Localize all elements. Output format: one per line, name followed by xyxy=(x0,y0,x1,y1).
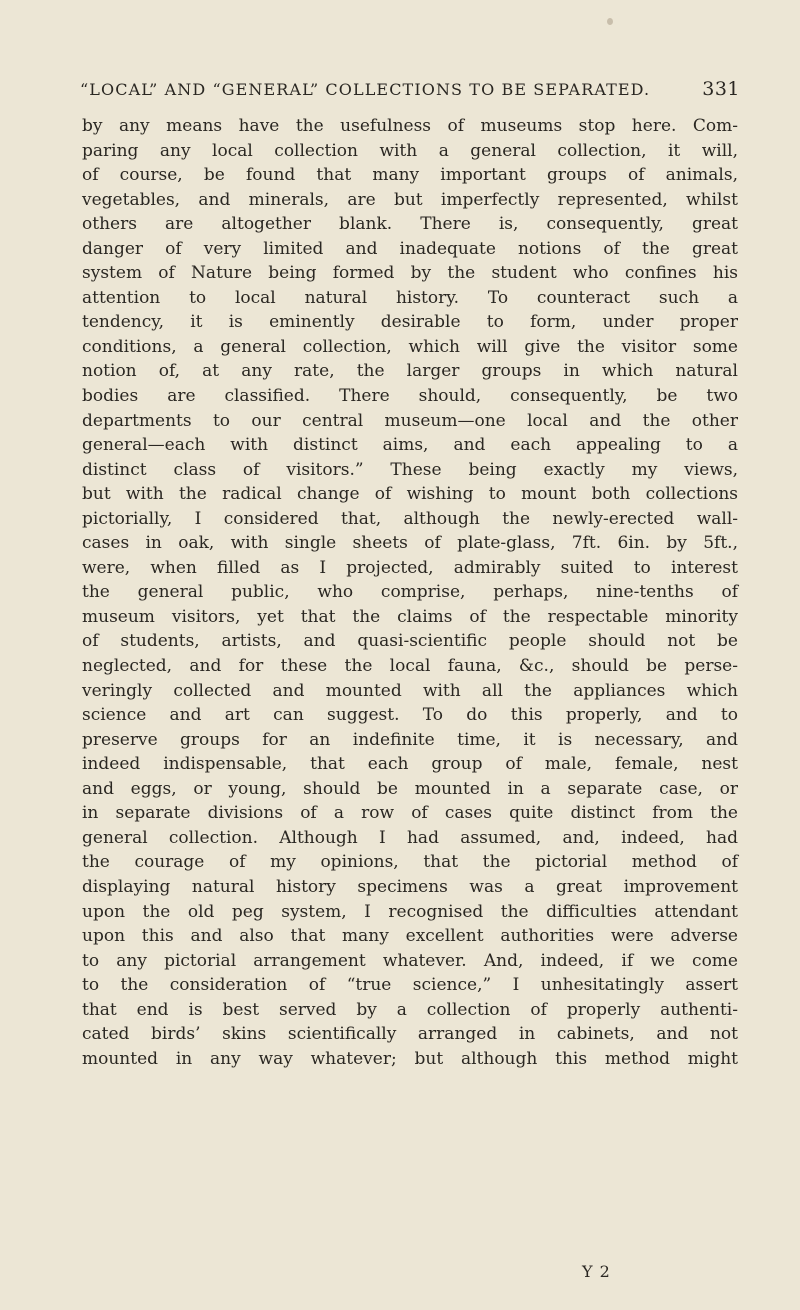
text-line: cases in oak, with single sheets of plate-glass, 7ft. 6in. by 5ft., xyxy=(82,533,738,554)
text-line: cated birds’ skins scientifically arranged in cabinets, and not xyxy=(82,1024,738,1045)
text-line: conditions, a general collection, which will give the visitor some xyxy=(82,336,738,357)
text-line: but with the radical change of wishing to mount both collections xyxy=(82,484,738,505)
paper-spot xyxy=(607,18,613,25)
running-head: “LOCAL” AND “GENERAL” COLLECTIONS TO BE SEPARATED. xyxy=(80,80,651,99)
text-line: of students, artists, and quasi-scientific people should not be xyxy=(82,631,738,652)
text-line: science and art can suggest. To do this properly, and to xyxy=(82,705,738,726)
text-line: the general public, who comprise, perhaps, nine-tenths of xyxy=(82,582,738,603)
text-line: museum visitors, yet that the claims of the respectable minority xyxy=(82,606,738,627)
text-line: system of Nature being formed by the student who confines his xyxy=(82,263,738,284)
text-line: the courage of my opinions, that the pictorial method of xyxy=(82,852,738,873)
text-line: paring any local collection with a general collection, it will, xyxy=(82,140,738,161)
page-header xyxy=(80,78,740,100)
text-line: veringly collected and mounted with all the appliances which xyxy=(82,680,738,701)
signature-mark: Y 2 xyxy=(582,1262,611,1281)
text-line: in separate divisions of a row of cases quite distinct from the xyxy=(82,803,738,824)
text-line: others are altogether blank. There is, consequently, great xyxy=(82,214,738,235)
text-line: departments to our central museum—one local and the other xyxy=(82,410,738,431)
text-line: to any pictorial arrangement whatever. And, indeed, if we come xyxy=(82,950,738,971)
text-line: displaying natural history specimens was a great improvement xyxy=(82,876,738,897)
text-line: mounted in any way whatever; but although this method might xyxy=(82,1048,738,1069)
text-line: bodies are classified. There should, consequently, be two xyxy=(82,386,738,407)
text-line: vegetables, and minerals, are but imperfectly represented, whilst xyxy=(82,189,738,210)
text-line: by any means have the usefulness of museums stop here. Com- xyxy=(82,116,738,136)
text-line: indeed indispensable, that each group of male, female, nest xyxy=(82,754,738,775)
text-line: to the consideration of “true science,” I unhesitatingly assert xyxy=(82,975,738,996)
text-line: upon the old peg system, I recognised the difficulties attendant xyxy=(82,901,738,922)
text-line: notion of, at any rate, the larger groups in which natural xyxy=(82,361,738,382)
text-line: pictorially, I considered that, although the newly-erected wall- xyxy=(82,508,738,529)
text-line: attention to local natural history. To counteract such a xyxy=(82,287,738,308)
text-line: of course, be found that many important groups of animals, xyxy=(82,165,738,186)
page-number: 331 xyxy=(702,78,740,100)
text-line: distinct class of visitors.” These being exactly my views, xyxy=(82,459,738,480)
text-line: danger of very limited and inadequate notions of the great xyxy=(82,238,738,259)
text-line: were, when filled as I projected, admirably suited to interest xyxy=(82,557,738,578)
text-line: general collection. Although I had assumed, and, indeed, had xyxy=(82,827,738,848)
text-line: neglected, and for these the local fauna, &c., should be perse- xyxy=(82,656,738,677)
text-line: and eggs, or young, should be mounted in a separate case, or xyxy=(82,778,738,799)
text-line: preserve groups for an indefinite time, it is necessary, and xyxy=(82,729,738,750)
text-line: tendency, it is eminently desirable to form, under proper xyxy=(82,312,738,333)
text-line: general—each with distinct aims, and each appealing to a xyxy=(82,435,738,456)
body-text xyxy=(82,114,738,1071)
text-line: upon this and also that many excellent authorities were adverse xyxy=(82,926,738,947)
text-line: that end is best served by a collection of properly authenti- xyxy=(82,999,738,1020)
